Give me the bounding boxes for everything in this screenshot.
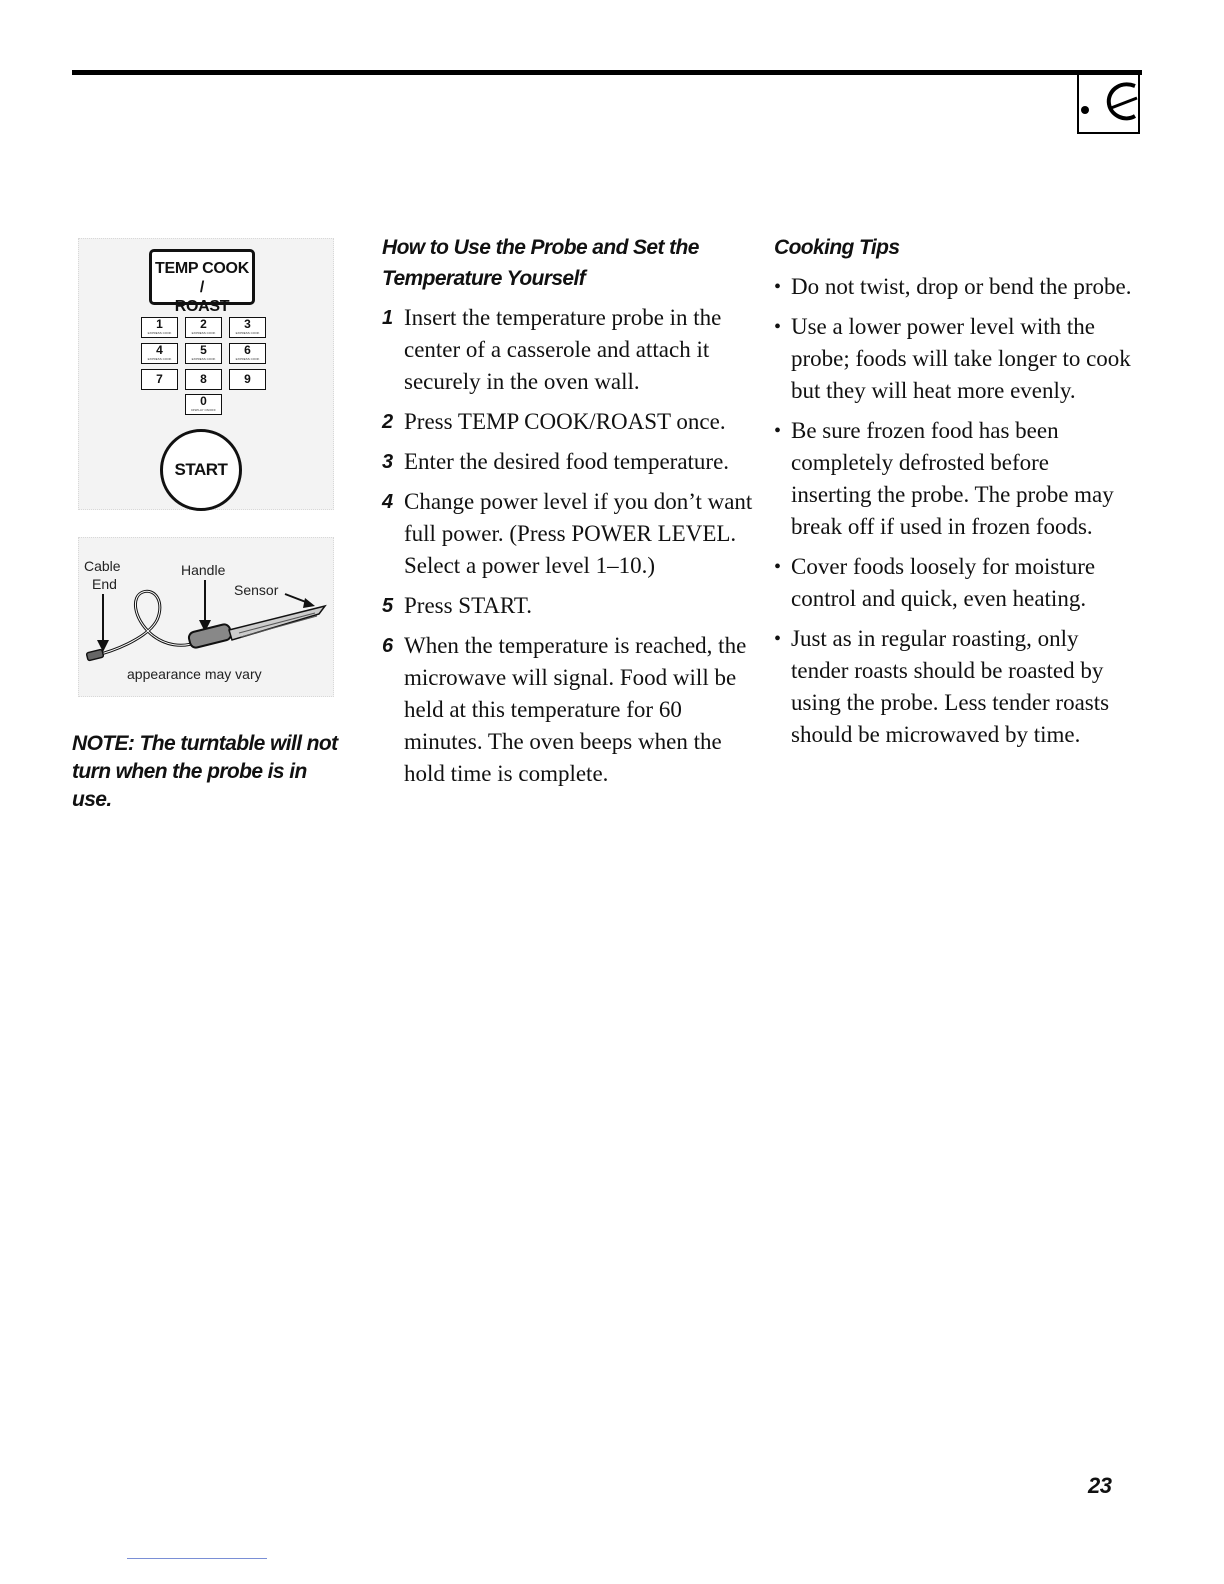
probe-caption: appearance may vary [127, 666, 262, 682]
key-2: 2 EXPRESS COOK [185, 317, 222, 338]
header-rule [72, 70, 1142, 75]
key-9: 9 [229, 369, 266, 390]
handle-label: Handle [181, 562, 226, 578]
tip-text: Just as in regular roasting, only tender roasts should be roasted by using the probe. Less tender roasts should be microwaved by time. [791, 626, 1110, 747]
step-item [382, 446, 754, 478]
page-number: 23 [1088, 1473, 1112, 1498]
step-number: 5 [382, 595, 394, 617]
key-1: 1 EXPRESS COOK [141, 317, 178, 338]
tip-text: Use a lower power level with the probe; foods will take longer to cook but they will heat more evenly. [791, 314, 1131, 403]
temp-button-line1: TEMP COOK / [155, 260, 249, 296]
how-to-heading [382, 232, 754, 294]
bullet-icon: • [774, 276, 782, 298]
tip-item [774, 415, 1134, 543]
control-panel-illustration [78, 238, 334, 510]
tip-text: Be sure frozen food has been completely defrosted before inserting the probe. The probe may break off if used in frozen foods. [791, 418, 1114, 539]
tip-item [774, 623, 1134, 751]
step-item [382, 486, 754, 582]
probe-section-icon [1079, 76, 1139, 132]
how-to-steps [382, 302, 754, 790]
tip-item [774, 271, 1134, 303]
how-to-section [382, 232, 754, 798]
step-number: 2 [382, 411, 394, 433]
tip-item [774, 311, 1134, 407]
cooking-tips-heading: Cooking Tips [774, 236, 900, 259]
step-number: 1 [382, 307, 394, 329]
end-label: End [92, 576, 117, 592]
cable-label: Cable [84, 558, 121, 574]
step-item [382, 406, 754, 438]
key-4: 4 EXPRESS COOK [141, 343, 178, 364]
how-to-heading-line1: How to Use the Probe and Set the [382, 236, 699, 259]
tip-text: Cover foods loosely for moisture control and quick, even heating. [791, 554, 1096, 611]
temp-button-line2: ROAST [174, 298, 230, 315]
temp-cook-roast-button [149, 249, 255, 315]
footer-rule [127, 1558, 267, 1559]
probe-diagram [78, 537, 334, 697]
step-item [382, 590, 754, 622]
bullet-icon: • [774, 420, 782, 442]
tip-item [774, 551, 1134, 615]
key-5: 5 EXPRESS COOK [185, 343, 222, 364]
start-button: START [160, 429, 242, 511]
step-number: 4 [382, 491, 394, 513]
key-3: 3 EXPRESS COOK [229, 317, 266, 338]
step-text: Change power level if you don’t want full power. (Press POWER LEVEL. Select a power level 1–10.) [404, 489, 753, 578]
bullet-icon: • [774, 556, 782, 578]
bullet-icon: • [774, 628, 782, 650]
key-8: 8 [185, 369, 222, 390]
cooking-tips-section [774, 232, 1134, 759]
key-6: 6 EXPRESS COOK [229, 343, 266, 364]
step-number: 6 [382, 635, 394, 657]
step-item [382, 302, 754, 398]
step-text: Press START. [404, 593, 532, 618]
note-text: NOTE: The turntable will not turn when the probe is in use. [72, 732, 338, 811]
step-item [382, 630, 754, 790]
sensor-label: Sensor [234, 582, 279, 598]
step-text: Enter the desired food temperature. [404, 449, 730, 474]
step-text: Press TEMP COOK/ROAST once. [404, 409, 726, 434]
step-number: 3 [382, 451, 394, 473]
tip-text: Do not twist, drop or bend the probe. [791, 274, 1132, 299]
step-text: Insert the temperature probe in the center of a casserole and attach it securely in the oven wall. [404, 305, 722, 394]
key-7: 7 [141, 369, 178, 390]
how-to-heading-line2: Temperature Yourself [382, 267, 586, 290]
step-text: When the temperature is reached, the microwave will signal. Food will be held at this temperature for 60 minutes. The oven beeps when the hold time is complete. [404, 633, 747, 786]
cooking-tips-list [774, 271, 1134, 751]
bullet-icon: • [774, 316, 782, 338]
key-0: 0 DISPLAY ON/OFF [185, 394, 222, 415]
